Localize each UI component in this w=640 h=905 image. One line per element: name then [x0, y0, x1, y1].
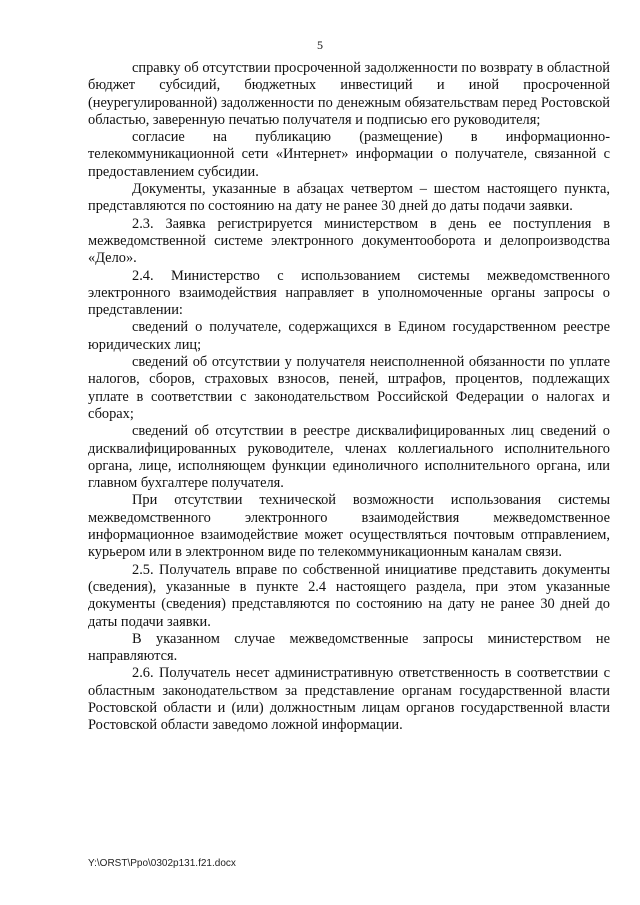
paragraph-soglasie: согласие на публикацию (размещение) в информационно-телекоммуникационной сети «Интернет» информации о получателе, связанной с предоставлением субсидии. [88, 129, 610, 180]
footer-file-path: Y:\ORST\Ppo\0302p131.f21.docx [88, 858, 236, 869]
paragraph-egrul: сведений о получателе, содержащихся в Едином государственном реестре юридических лиц; [88, 319, 610, 353]
page-number: 5 [317, 38, 323, 52]
document-body [88, 60, 610, 735]
paragraph-spravka: справку об отсутствии просроченной задолженности по возврату в областной бюджет субсидий, бюджетных инвестиций и иной просроченной (неурегулированной) задолженности по денежным обязательствам перед Ростовской областью, заверенную печатью получателя и подписью его руководителя; [88, 60, 610, 128]
paragraph-taxes: сведений об отсутствии у получателя неисполненной обязанности по уплате налогов, сборов, страховых взносов, пеней, штрафов, процентов, подлежащих уплате в соответствии с законодательством Российской Федерации о налогах и сборах; [88, 354, 610, 422]
paragraph-disqualified: сведений об отсутствии в реестре дисквалифицированных лиц сведений о дисквалифицированных руководителе, членах коллегиального исполнительного органа, лице, исполняющем функции единоличного исполнительного органа, или главном бухгалтере получателя. [88, 423, 610, 492]
paragraph-2-5: 2.5. Получатель вправе по собственной инициативе представить документы (сведения), указанные в пункте 2.4 настоящего раздела, при этом указанные документы (сведения) представляются по состоянию на дату не ранее 30 дней до даты подачи заявки. [88, 561, 610, 630]
paragraph-documents-date: Документы, указанные в абзацах четвертом – шестом настоящего пункта, представляются по состоянию на дату не ранее 30 дней до даты подачи заявки. [88, 181, 610, 215]
paragraph-2-4: 2.4. Министерство с использованием системы межведомственного электронного взаимодействия направляет в уполномоченные органы запросы о представлении: [88, 267, 610, 319]
paragraph-no-technical: При отсутствии технической возможности использования системы межведомственного электронного взаимодействия межведомственное информационное взаимодействие может осуществляться почтовым отправлением, курьером или в электронном виде по телекоммуникационным каналам связи. [88, 492, 610, 561]
paragraph-2-6: 2.6. Получатель несет административную ответственность в соответствии с областным законодательством за представление органам государственной власти Ростовской области и (или) должностным лицам органов государственной власти Ростовской области заведомо ложной информации. [88, 665, 610, 734]
paragraph-2-3: 2.3. Заявка регистрируется министерством в день ее поступления в межведомственной системе электронного документооборота и делопроизводства «Дело». [88, 215, 610, 267]
paragraph-no-requests: В указанном случае межведомственные запросы министерством не направляются. [88, 630, 610, 665]
